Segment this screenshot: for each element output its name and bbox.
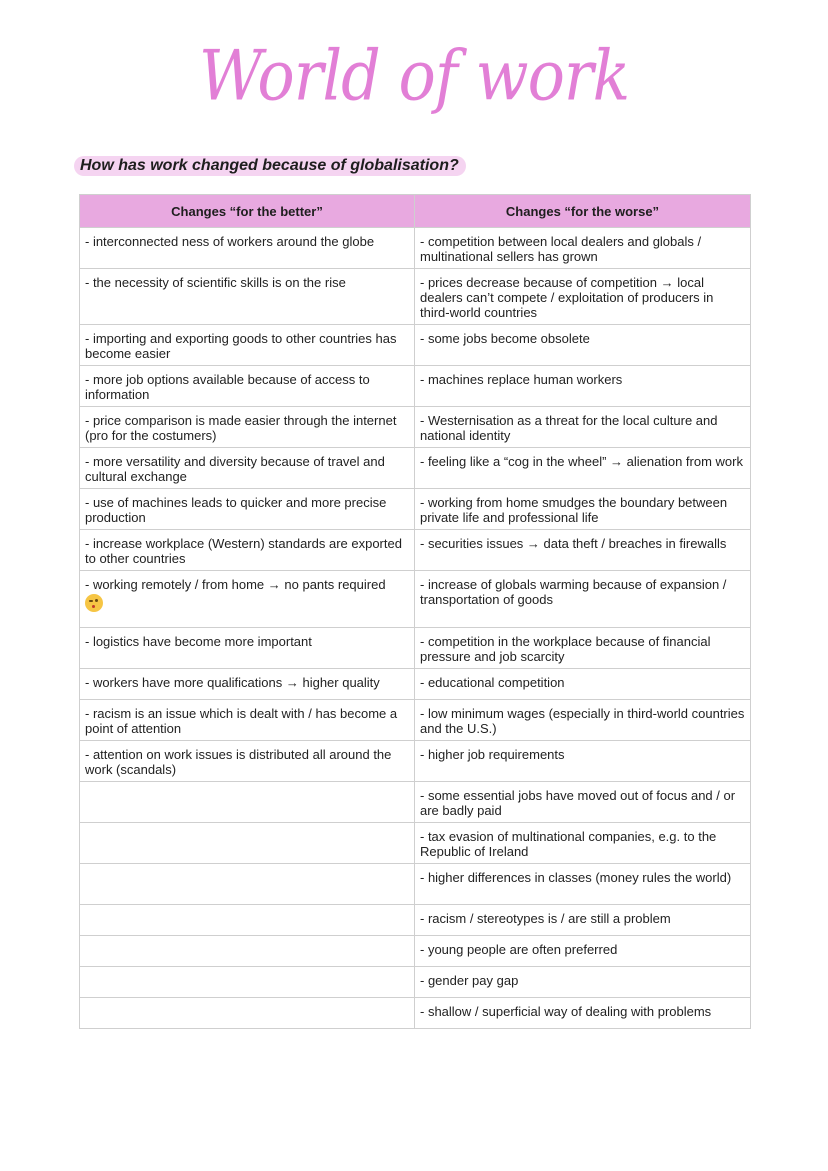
- worse-cell: - machines replace human workers: [415, 366, 751, 407]
- table-row: [80, 489, 751, 530]
- worse-cell: - competition between local dealers and globals / multinational sellers has grown: [415, 228, 751, 269]
- worse-cell: - working from home smudges the boundary between private life and professional life: [415, 489, 751, 530]
- worse-cell: - feeling like a “cog in the wheel” → alienation from work: [415, 448, 751, 489]
- table-row: [80, 700, 751, 741]
- worse-cell: - young people are often preferred: [415, 936, 751, 967]
- worse-cell: - shallow / superficial way of dealing with problems: [415, 998, 751, 1029]
- worse-cell: - some jobs become obsolete: [415, 325, 751, 366]
- better-cell-empty: [80, 782, 415, 823]
- table-row: [80, 864, 751, 905]
- better-cell: - workers have more qualifications → higher quality: [80, 669, 415, 700]
- worse-cell: - tax evasion of multinational companies, e.g. to the Republic of Ireland: [415, 823, 751, 864]
- worse-cell: - gender pay gap: [415, 967, 751, 998]
- title-container: [0, 28, 828, 128]
- better-cell-empty: [80, 864, 415, 905]
- table-row: [80, 571, 751, 628]
- table-row: [80, 669, 751, 700]
- better-cell: - importing and exporting goods to other countries has become easier: [80, 325, 415, 366]
- table-row: [80, 325, 751, 366]
- better-cell-empty: [80, 905, 415, 936]
- header-better: Changes “for the better”: [80, 195, 415, 228]
- table-row: [80, 967, 751, 998]
- table-row: [80, 905, 751, 936]
- worse-cell: - higher differences in classes (money rules the world): [415, 864, 751, 905]
- section-question: How has work changed because of globalisation?: [74, 156, 466, 176]
- table-row: [80, 448, 751, 489]
- table-header-row: [80, 195, 751, 228]
- better-cell: - attention on work issues is distributed all around the work (scandals): [80, 741, 415, 782]
- better-cell-empty: [80, 998, 415, 1029]
- table-row: [80, 936, 751, 967]
- worse-cell: - Westernisation as a threat for the local culture and national identity: [415, 407, 751, 448]
- page-title: World of work: [198, 34, 630, 117]
- table-row: [80, 998, 751, 1029]
- worse-cell: - competition in the workplace because of financial pressure and job scarcity: [415, 628, 751, 669]
- table-row: [80, 823, 751, 864]
- table-row: [80, 628, 751, 669]
- better-cell: - more versatility and diversity because of travel and cultural exchange: [80, 448, 415, 489]
- worse-cell: - prices decrease because of competition → local dealers can’t compete / exploitation of producers in third-world countries: [415, 269, 751, 325]
- table-row: [80, 269, 751, 325]
- winking-face-icon: [85, 594, 103, 612]
- better-cell: - more job options available because of access to information: [80, 366, 415, 407]
- better-cell: - interconnected ness of workers around the globe: [80, 228, 415, 269]
- better-cell: - increase workplace (Western) standards are exported to other countries: [80, 530, 415, 571]
- better-cell-empty: [80, 823, 415, 864]
- better-cell: - racism is an issue which is dealt with / has become a point of attention: [80, 700, 415, 741]
- header-worse: Changes “for the worse”: [415, 195, 751, 228]
- worse-cell: - increase of globals warming because of expansion / transportation of goods: [415, 571, 751, 628]
- better-cell: - price comparison is made easier through the internet (pro for the costumers): [80, 407, 415, 448]
- worse-cell: - higher job requirements: [415, 741, 751, 782]
- table-row: [80, 407, 751, 448]
- better-cell-with-emoji: [80, 571, 415, 628]
- better-cell: - the necessity of scientific skills is on the rise: [80, 269, 415, 325]
- worse-cell: - educational competition: [415, 669, 751, 700]
- table-row: [80, 366, 751, 407]
- better-cell-empty: [80, 967, 415, 998]
- comparison-table: [79, 194, 751, 1029]
- better-cell-empty: [80, 936, 415, 967]
- table-row: [80, 228, 751, 269]
- worse-cell: - low minimum wages (especially in third-world countries and the U.S.): [415, 700, 751, 741]
- worse-cell: - some essential jobs have moved out of focus and / or are badly paid: [415, 782, 751, 823]
- table-row: [80, 530, 751, 571]
- better-cell-text: - working remotely / from home → no pants required: [85, 577, 386, 592]
- table-row: [80, 741, 751, 782]
- worse-cell: - securities issues → data theft / breaches in firewalls: [415, 530, 751, 571]
- better-cell: - logistics have become more important: [80, 628, 415, 669]
- better-cell: - use of machines leads to quicker and more precise production: [80, 489, 415, 530]
- worse-cell: - racism / stereotypes is / are still a problem: [415, 905, 751, 936]
- table-row: [80, 782, 751, 823]
